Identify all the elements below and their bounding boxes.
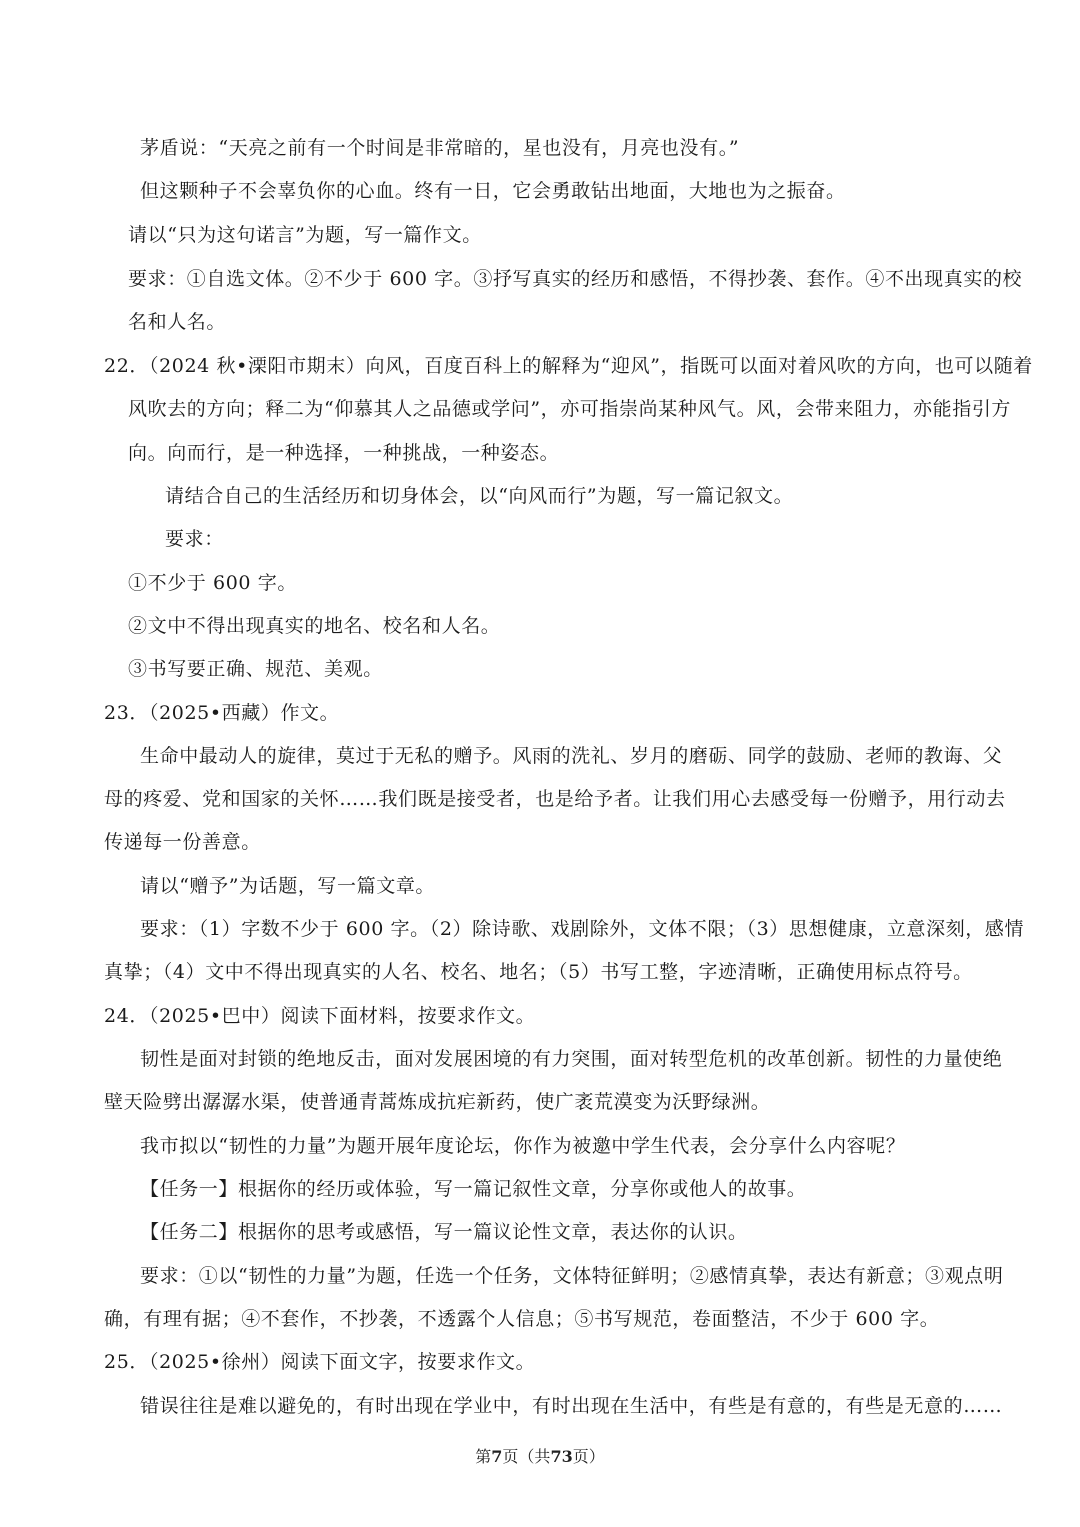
text-line: 要求：①自选文体。②不少于 600 字。③抒写真实的经历和感悟，不得抄袭、套作。④不出现真实的校 <box>128 268 1023 290</box>
text-line: 但这颗种子不会辜负你的心血。终有一日，它会勇敢钻出地面，大地也为之振奋。 <box>140 180 846 202</box>
footer-suffix: 页） <box>572 1447 605 1466</box>
footer-total-pages: 73 <box>550 1447 573 1466</box>
text-line: 生命中最动人的旋律，莫过于无私的赠予。风雨的洗礼、岁月的磨砺、同学的鼓励、老师的教诲、父 <box>140 745 1003 767</box>
text-line: ③书写要正确、规范、美观。 <box>128 658 383 680</box>
question-24-line: 24．（2025•巴中）阅读下面材料，按要求作文。 <box>104 1005 536 1027</box>
text-line: 我市拟以“韧性的力量”为题开展年度论坛，你作为被邀中学生代表，会分享什么内容呢？ <box>140 1135 906 1157</box>
text-line: 错误往往是难以避免的，有时出现在学业中，有时出现在生活中，有些是有意的，有些是无意的…… <box>140 1395 1003 1417</box>
question-23-line: 23．（2025•西藏）作文。 <box>104 702 340 724</box>
text-line: 要求：（1）字数不少于 600 字。（2）除诗歌、戏剧除外，文体不限；（3）思想健康，立意深刻，感情 <box>140 918 1025 940</box>
task-two-line: 【任务二】根据你的思考或感悟，写一篇议论性文章，表达你的认识。 <box>140 1221 748 1243</box>
text-line: 请结合自己的生活经历和切身体会，以“向风而行”为题，写一篇记叙文。 <box>165 485 794 507</box>
task-one-line: 【任务一】根据你的经历或体验，写一篇记叙性文章，分享你或他人的故事。 <box>140 1178 807 1200</box>
text-line: 壁天险劈出潺潺水渠，使普通青蒿炼成抗疟新药，使广袤荒漠变为沃野绿洲。 <box>104 1091 771 1113</box>
footer-middle: 页（共 <box>502 1447 551 1466</box>
page-footer <box>0 1446 1080 1468</box>
text-line: 真挚；（4）文中不得出现真实的人名、校名、地名；（5）书写工整，字迹清晰，正确使用标点符号。 <box>104 961 973 983</box>
question-22-line: 22．（2024 秋•溧阳市期末）向风，百度百科上的解释为“迎风”，指既可以面对着风吹的方向，也可以随着 <box>104 355 1033 377</box>
text-line: 传递每一份善意。 <box>104 831 261 853</box>
text-line: 茅盾说：“天亮之前有一个时间是非常暗的，星也没有，月亮也没有。” <box>140 137 740 159</box>
text-line: 要求： <box>165 528 224 550</box>
text-line: 请以“只为这句诺言”为题，写一篇作文。 <box>128 224 482 246</box>
text-line: 名和人名。 <box>128 311 227 333</box>
footer-page-number: 7 <box>491 1447 503 1466</box>
text-line: ②文中不得出现真实的地名、校名和人名。 <box>128 615 501 637</box>
text-line: 要求：①以“韧性的力量”为题，任选一个任务，文体特征鲜明；②感情真挚，表达有新意；③观点明 <box>140 1265 1004 1287</box>
text-line: 风吹去的方向；释二为“仰慕其人之品德或学问”，亦可指崇尚某种风气。风，会带来阻力，亦能指引方 <box>128 398 1012 420</box>
text-line: 母的疼爱、党和国家的关怀……我们既是接受者，也是给予者。让我们用心去感受每一份赠予，用行动去 <box>104 788 1006 810</box>
question-25-line: 25．（2025•徐州）阅读下面文字，按要求作文。 <box>104 1351 536 1373</box>
text-line: 向。向而行，是一种选择，一种挑战，一种姿态。 <box>128 442 560 464</box>
text-line: 确，有理有据；④不套作，不抄袭，不透露个人信息；⑤书写规范，卷面整洁，不少于 600 字。 <box>104 1308 940 1330</box>
text-line: ①不少于 600 字。 <box>128 572 297 594</box>
text-line: 韧性是面对封锁的绝地反击，面对发展困境的有力突围，面对转型危机的改革创新。韧性的力量使绝 <box>140 1048 1003 1070</box>
text-line: 请以“赠予”为话题，写一篇文章。 <box>140 875 436 897</box>
footer-prefix: 第 <box>475 1447 492 1466</box>
